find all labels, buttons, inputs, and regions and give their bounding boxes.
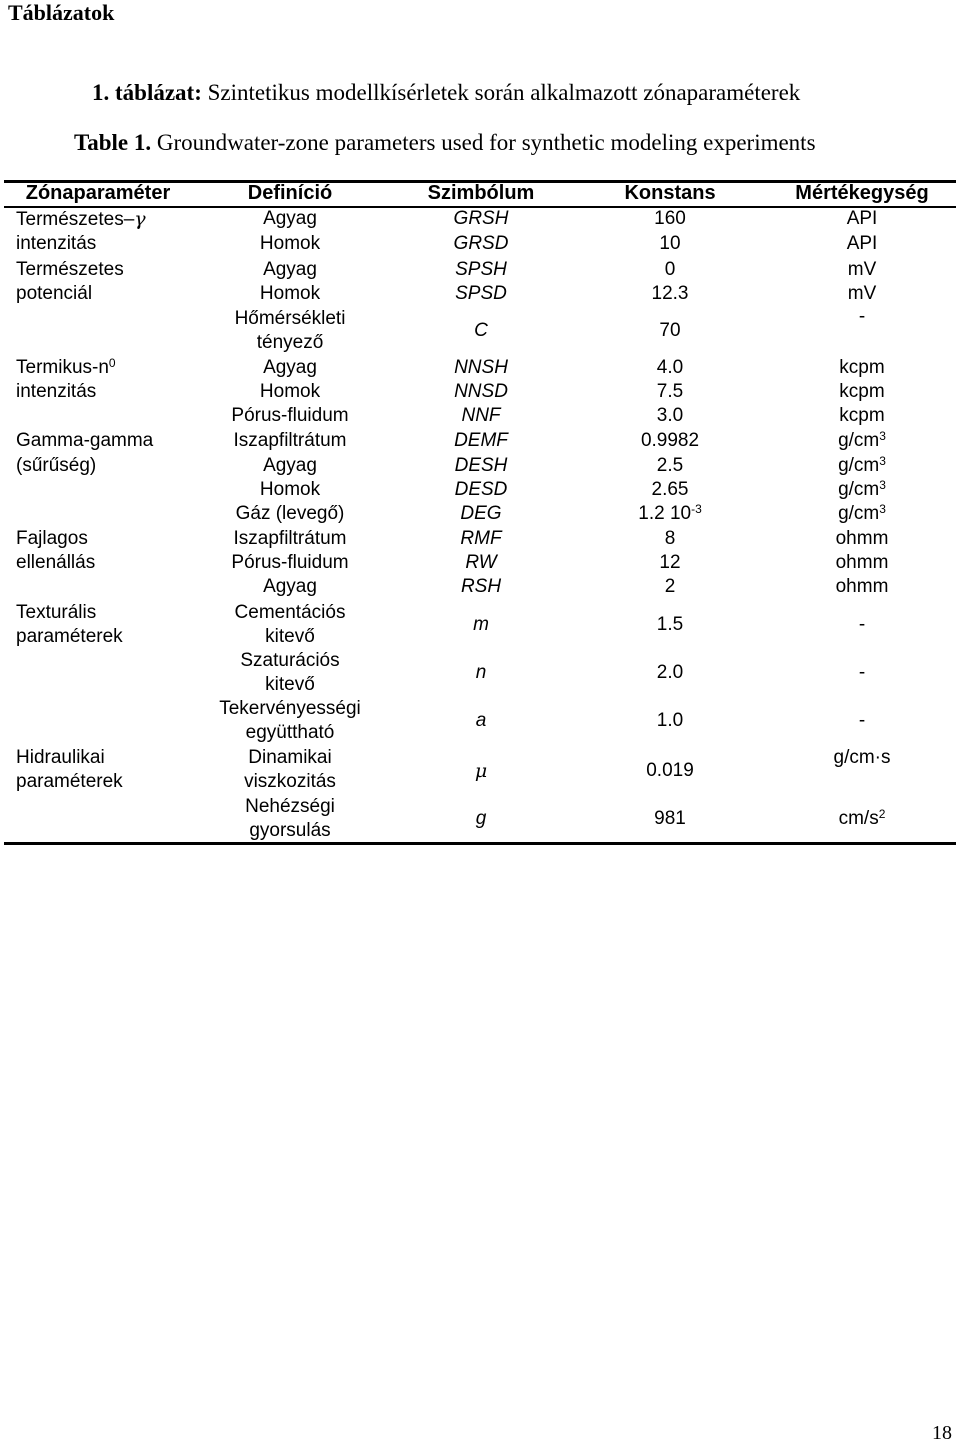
constant-cell: 10 xyxy=(659,233,681,254)
symbol-cell: RW xyxy=(465,552,497,573)
definition-cell: Homok xyxy=(259,479,321,500)
constant-cell: 0.019 xyxy=(646,760,694,781)
constant-cell: 1.5 xyxy=(656,614,684,635)
definition-cell: Hőmérsékleti xyxy=(234,308,346,329)
unit-cell: kcpm xyxy=(839,381,885,402)
definition-cell: Agyag xyxy=(263,576,317,597)
symbol-cell: a xyxy=(475,710,487,731)
group-label: potenciál xyxy=(16,283,93,304)
table-bottom-rule xyxy=(4,842,956,845)
unit-cell: $g/cm^3$ xyxy=(838,502,886,524)
definition-cell-line2: tényező xyxy=(256,332,324,353)
constant-cell: 7.5 xyxy=(656,381,684,402)
group-label: Fajlagos xyxy=(16,528,88,549)
caption-label: 1. táblázat: xyxy=(92,80,202,105)
symbol-cell: C xyxy=(474,320,488,341)
definition-cell: Gáz (levegő) xyxy=(235,503,345,524)
symbol-cell: DESD xyxy=(454,479,508,500)
group-label: Természetes xyxy=(16,259,124,280)
page-heading: Táblázatok xyxy=(8,0,115,25)
group-label-line2: paraméterek xyxy=(16,771,123,792)
header-unit: Mértékegység xyxy=(795,182,929,204)
symbol-cell: RMF xyxy=(460,528,502,549)
constant-cell: 981 xyxy=(654,808,686,829)
unit-cell: $cm/s^2$ xyxy=(838,807,886,829)
symbol-cell: NNF xyxy=(461,405,501,426)
constant-cell: 4.0 xyxy=(656,357,684,378)
header-symbol: Szimbólum xyxy=(427,182,535,204)
definition-cell: Agyag xyxy=(263,357,317,378)
unit-cell: mV xyxy=(847,283,877,304)
symbol-cell: n xyxy=(475,662,487,683)
gamma-symbol: γ xyxy=(134,208,146,230)
symbol-cell: SPSD xyxy=(455,283,507,304)
unit-cell: API xyxy=(846,233,878,254)
unit-cell: $g/cm^3$ xyxy=(838,454,886,476)
group-label-line2: paraméterek xyxy=(16,626,123,647)
definition-cell: Agyag xyxy=(263,455,317,476)
mu-symbol: μ xyxy=(474,760,488,782)
unit-cell: - xyxy=(858,306,866,327)
page-number: 18 xyxy=(932,1422,952,1444)
definition-cell-line2: kitevő xyxy=(265,626,315,647)
unit-cell: $g/cm^3$ xyxy=(838,429,886,451)
constant-cell: 1.0 xyxy=(656,710,684,731)
header-zone-parameter: Zónaparaméter xyxy=(25,182,171,204)
definition-cell: Pórus-fluidum xyxy=(231,405,349,426)
definition-cell: Agyag xyxy=(263,208,317,229)
constant-cell: 8 xyxy=(664,528,676,549)
definition-cell: Iszapfiltrátum xyxy=(233,430,347,451)
definition-cell: Nehézségi xyxy=(245,796,335,817)
caption-text: Groundwater-zone parameters used for synthetic modeling experiments xyxy=(156,130,816,155)
symbol-cell: m xyxy=(473,614,489,635)
constant-cell: 2.5 xyxy=(656,455,684,476)
constant-cell: 0.9982 xyxy=(640,430,700,451)
definition-cell-line2: gyorsulás xyxy=(249,820,331,841)
caption-text: Szintetikus modellkísérletek során alkalmazott zónaparaméterek xyxy=(207,80,801,105)
unit-cell: kcpm xyxy=(839,405,885,426)
symbol-cell: g xyxy=(475,808,487,829)
constant-cell: 12.3 xyxy=(651,283,689,304)
group-label: Texturális xyxy=(16,602,97,623)
definition-cell: Homok xyxy=(259,381,321,402)
unit-cell: - xyxy=(858,614,866,635)
group-label: ellenállás xyxy=(16,552,96,573)
symbol-cell: DEG xyxy=(460,503,502,524)
symbol-cell: NNSH xyxy=(454,357,508,378)
constant-cell: 2.65 xyxy=(651,479,689,500)
unit-cell: kcpm xyxy=(839,357,885,378)
group-label: Termikus-$n^0$ xyxy=(16,356,116,378)
group-label: Hidraulikai xyxy=(16,747,105,768)
group-label: (sűrűség) xyxy=(16,455,97,476)
group-label: Természetes–γ xyxy=(16,208,146,230)
unit-cell: ohmm xyxy=(835,576,889,597)
symbol-cell: NNSD xyxy=(454,381,508,402)
definition-cell-line2: kitevő xyxy=(265,674,315,695)
symbol-cell: DEMF xyxy=(454,430,508,451)
symbol-cell: GRSH xyxy=(453,208,509,229)
table-caption-hungarian xyxy=(92,80,800,106)
constant-cell: 1.2 $10^{-3}$ xyxy=(638,502,702,524)
definition-cell: Cementációs xyxy=(234,602,346,623)
definition-cell: Szaturációs xyxy=(240,650,340,671)
symbol-cell: SPSH xyxy=(455,259,507,280)
unit-cell: - xyxy=(858,662,866,683)
constant-cell: 12 xyxy=(659,552,681,573)
definition-cell: Tekervényességi xyxy=(219,698,361,719)
header-constant: Konstans xyxy=(624,182,716,204)
constant-cell: 160 xyxy=(654,208,686,229)
definition-cell-line2: együttható xyxy=(245,722,335,743)
constant-cell: 70 xyxy=(659,320,681,341)
symbol-cell: GRSD xyxy=(453,233,509,254)
definition-cell: Pórus-fluidum xyxy=(231,552,349,573)
group-label: intenzitás xyxy=(16,233,97,254)
table-caption-english xyxy=(74,130,816,156)
definition-cell: Iszapfiltrátum xyxy=(233,528,347,549)
definition-cell: Agyag xyxy=(263,259,317,280)
definition-cell: Dinamikai xyxy=(248,747,332,768)
unit-cell: g/cm·s xyxy=(833,747,891,768)
unit-cell: ohmm xyxy=(835,552,889,573)
group-label: intenzitás xyxy=(16,381,97,402)
symbol-cell: RSH xyxy=(460,576,502,597)
constant-cell: 2.0 xyxy=(656,662,684,683)
unit-cell: ohmm xyxy=(835,528,889,549)
header-definition: Definíció xyxy=(247,182,333,204)
definition-cell: Homok xyxy=(259,283,321,304)
group-label: Gamma-gamma xyxy=(16,430,154,451)
unit-cell: API xyxy=(846,208,878,229)
constant-cell: 0 xyxy=(664,259,676,280)
caption-label: Table 1. xyxy=(74,130,152,155)
constant-cell: 2 xyxy=(664,576,676,597)
definition-cell: Homok xyxy=(259,233,321,254)
definition-cell-line2: viszkozitás xyxy=(244,771,336,792)
unit-cell: mV xyxy=(847,259,877,280)
unit-cell: - xyxy=(858,710,866,731)
symbol-cell: DESH xyxy=(454,455,508,476)
constant-cell: 3.0 xyxy=(656,405,684,426)
unit-cell: $g/cm^3$ xyxy=(838,478,886,500)
